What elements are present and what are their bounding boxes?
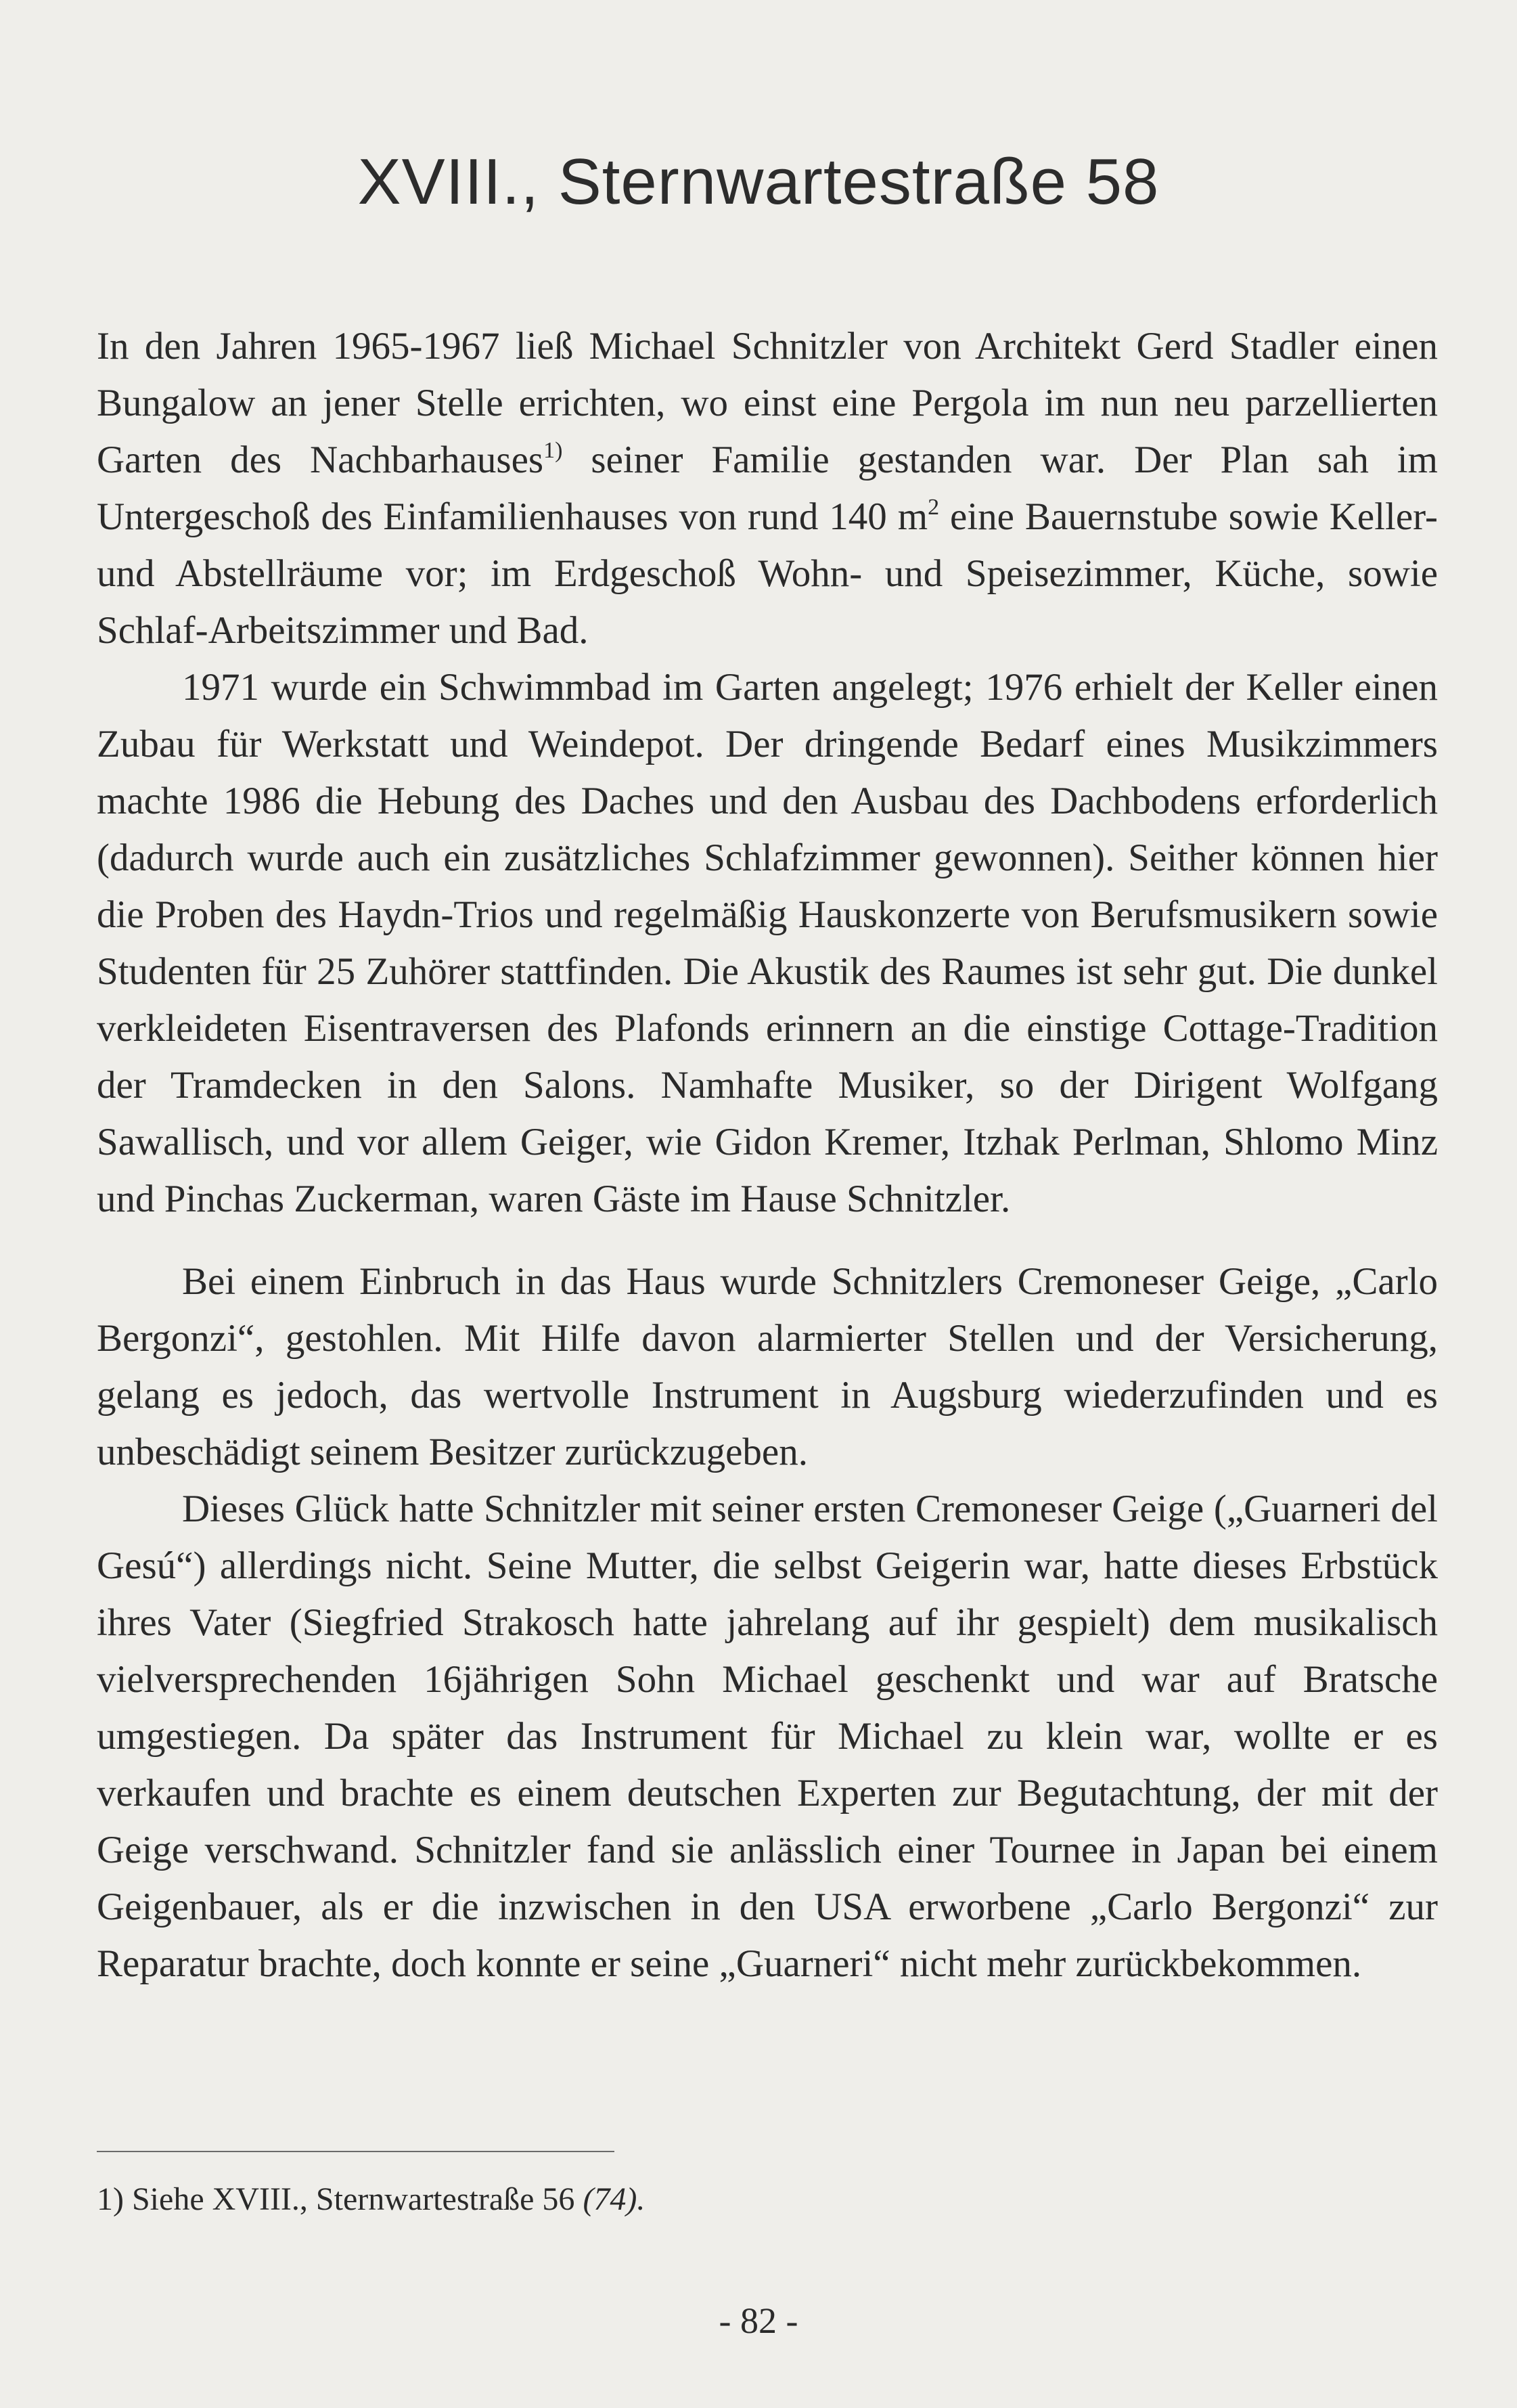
footnote-text: 1) Siehe XVIII., Sternwartestraße 56 xyxy=(97,2181,583,2217)
footnote-page-ref: (74). xyxy=(583,2181,646,2217)
body-text xyxy=(97,318,1438,1992)
superscript-2: 2 xyxy=(928,495,940,520)
paragraph-2: 1971 wurde ein Schwimmbad im Garten angelegt; 1976 erhielt der Keller einen Zubau für Werkstatt und Weindepot. Der dringende Bedarf eines Musikzimmers machte 1986 die Hebung des Daches und den Ausbau des Dachbodens erforderlich (dadurch wurde auch ein zusätzliches Schlafzimmer gewonnen). Seither können hier die Proben des Haydn-Trios und regelmäßig Hauskonzerte von Berufsmusikern sowie Studenten für 25 Zuhörer stattfinden. Die Akustik des Raumes ist sehr gut. Die dunkel verkleideten Eisentraversen des Plafonds erinnern an die einstige Cottage-Tradition der Tramdecken in den Salons. Namhafte Musiker, so der Dirigent Wolfgang Sawallisch, und vor allem Geiger, wie Gidon Kremer, Itzhak Perlman, Shlomo Minz und Pinchas Zuckerman, waren Gäste im Hause Schnitzler. xyxy=(97,666,1438,1220)
footnote xyxy=(97,2181,645,2218)
paragraph-4: Dieses Glück hatte Schnitzler mit seiner ersten Cremoneser Geige („Guarneri del Gesú“) allerdings nicht. Seine Mutter, die selbst Geigerin war, hatte dieses Erbstück ihres Vater (Siegfried Strakosch hatte jahrelang auf ihr gespielt) dem musikalisch vielversprechenden 16jährigen Sohn Michael geschenkt und war auf Bratsche umgestiegen. Da später das Instrument für Michael zu klein war, wollte er es verkaufen und brachte es einem deutschen Experten zur Begutachtung, der mit der Geige verschwand. Schnitzler fand sie anlässlich einer Tournee in Japan bei einem Geigenbauer, als er die inzwischen in den USA erworbene „Carlo Bergonzi“ zur Reparatur brachte, doch konnte er seine „Guarneri“ nicht mehr zurückbekommen. xyxy=(97,1488,1438,1985)
footnote-divider xyxy=(97,2151,614,2152)
paragraph-1-text-cont: seiner Familie gestanden war. Der Plan sah im Untergeschoß des Einfamilienhauses von rund 140 m xyxy=(97,439,1438,538)
paragraph-1-text-end: eine Bauernstube sowie Keller- und Abstellräume vor; im Erdgeschoß Wohn- und Speisezimmer, Küche, sowie Schlaf-Arbeitszimmer und Bad. xyxy=(97,495,1438,652)
footnote-ref: 1) xyxy=(543,438,563,463)
paragraph-3: Bei einem Einbruch in das Haus wurde Schnitzlers Cremoneser Geige, „Carlo Bergonzi“, gestohlen. Mit Hilfe davon alarmierter Stellen und der Versicherung, gelang es jedoch, das wertvolle Instrument in Augsburg wiederzufinden und es unbeschädigt seinem Besitzer zurückzugeben. xyxy=(97,1260,1438,1473)
page-number: - 82 - xyxy=(719,2300,798,2341)
page-title: XVIII., Sternwartestraße 58 xyxy=(357,146,1160,218)
paragraph-1-text: In den Jahren 1965-1967 ließ Michael Schnitzler von Architekt Gerd Stadler einen Bungalow an jener Stelle errichten, wo einst eine Pergola im nun neu parzellierten Garten des Nachbarhauses xyxy=(97,325,1438,481)
paragraph-1 xyxy=(97,318,1438,659)
